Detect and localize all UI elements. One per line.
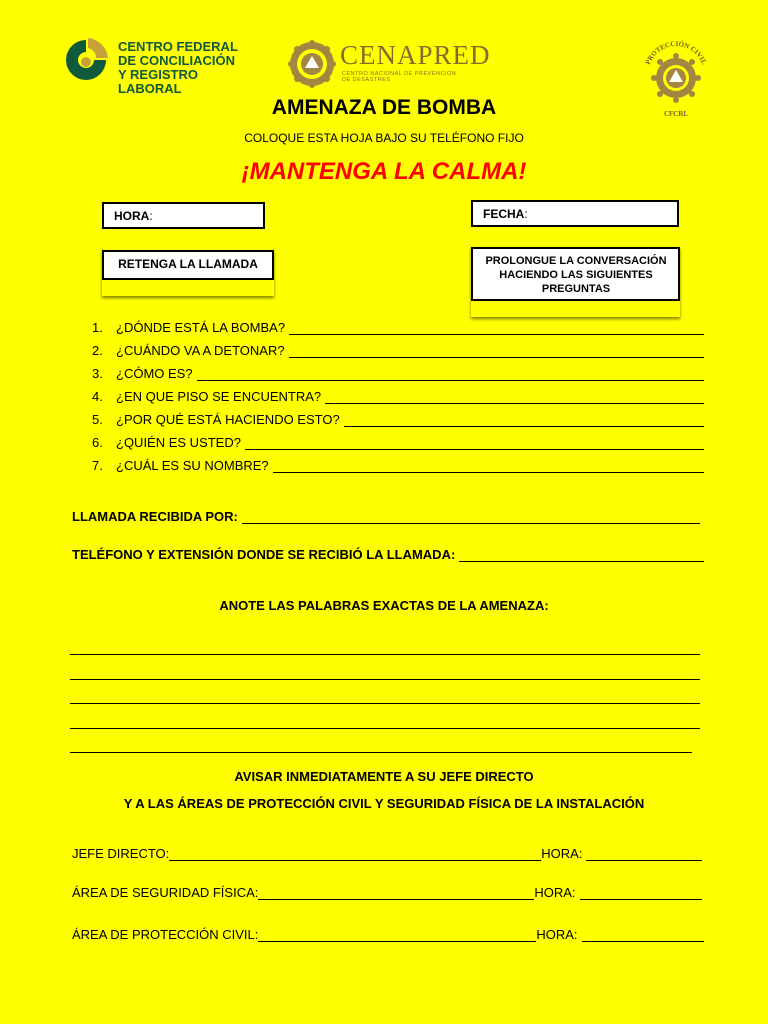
contact-row	[72, 927, 704, 942]
question-number: 2.	[92, 343, 103, 358]
phone-ext-field	[72, 547, 704, 562]
retenga-label: RETENGA LA LLAMADA	[118, 257, 258, 271]
calm-heading: ¡MANTENGA LA CALMA!	[241, 158, 527, 185]
question-item	[92, 404, 704, 427]
hora-box[interactable]: HORA:	[102, 202, 265, 229]
cenapred-logo	[288, 40, 498, 88]
retenga-box	[102, 250, 274, 296]
contact-hora-line[interactable]	[582, 929, 704, 942]
contact-hora-line[interactable]	[586, 848, 702, 861]
seal-bottom-text: CFCRL	[663, 110, 689, 118]
question-text: ¿CÓMO ES?	[116, 366, 193, 381]
contact-hora-label: HORA:	[536, 927, 578, 942]
answer-line[interactable]	[289, 322, 704, 335]
cenapred-sub1: CENTRO NACIONAL DE PREVENCIÓN	[342, 71, 457, 77]
page-title: AMENAZA DE BOMBA	[271, 96, 497, 119]
question-number: 6.	[92, 435, 103, 450]
question-item	[92, 358, 704, 381]
prolongue-box	[471, 247, 680, 317]
contact-hora-line[interactable]	[580, 887, 702, 900]
question-text: ¿CUÁNDO VA A DETONAR?	[116, 343, 285, 358]
answer-line[interactable]	[245, 437, 704, 450]
question-number: 1.	[92, 320, 103, 335]
threat-line[interactable]	[70, 728, 700, 729]
prolongue-label: PROLONGUE LA CONVERSACIÓN HACIENDO LAS SIGUIENTES PREGUNTAS	[485, 255, 667, 295]
cfcrl-logo	[64, 36, 264, 96]
fecha-label: FECHA	[483, 207, 525, 221]
received-by-field	[72, 509, 700, 524]
questions-list	[92, 312, 704, 473]
received-by-line[interactable]	[242, 511, 700, 524]
phone-ext-line[interactable]	[459, 549, 704, 562]
received-by-label: LLAMADA RECIBIDA POR:	[72, 509, 238, 524]
answer-line[interactable]	[325, 391, 704, 404]
question-number: 3.	[92, 366, 103, 381]
contact-label: ÁREA DE PROTECCIÓN CIVIL:	[72, 927, 259, 942]
question-text: ¿DÓNDE ESTÁ LA BOMBA?	[116, 320, 286, 335]
question-item	[92, 427, 704, 450]
cfcrl-name-line1: CENTRO FEDERAL	[118, 39, 238, 54]
contact-hora-label: HORA:	[534, 885, 576, 900]
answer-line[interactable]	[273, 460, 704, 473]
contact-line[interactable]	[169, 848, 541, 861]
contact-row	[72, 885, 702, 900]
notify-heading-1: AVISAR INMEDIATAMENTE A SU JEFE DIRECTO	[234, 769, 534, 784]
cfcrl-emblem-icon	[64, 36, 108, 84]
threat-line[interactable]	[70, 703, 700, 704]
question-item	[92, 335, 704, 358]
answer-line[interactable]	[197, 368, 704, 381]
threat-line[interactable]	[70, 679, 700, 680]
question-number: 7.	[92, 458, 103, 473]
threat-line[interactable]	[70, 752, 692, 753]
cenapred-emblem-icon	[288, 40, 336, 88]
threat-line[interactable]	[70, 654, 700, 655]
question-text: ¿QUIÉN ES USTED?	[116, 435, 241, 450]
fecha-box[interactable]: FECHA:	[471, 200, 679, 227]
answer-line[interactable]	[289, 345, 704, 358]
contact-row	[72, 846, 702, 861]
contact-label: JEFE DIRECTO:	[72, 846, 170, 861]
question-number: 5.	[92, 412, 103, 427]
question-text: ¿CUÁL ES SU NOMBRE?	[116, 458, 269, 473]
cenapred-name: CENAPRED	[340, 40, 491, 70]
question-text: ¿EN QUE PISO SE ENCUENTRA?	[116, 389, 322, 404]
hora-label: HORA	[114, 209, 150, 223]
page-subtitle: COLOQUE ESTA HOJA BAJO SU TELÉFONO FIJO	[244, 131, 524, 145]
cenapred-sub2: DE DESASTRES	[342, 77, 391, 83]
notify-heading-2: Y A LAS ÁREAS DE PROTECCIÓN CIVIL Y SEGURIDAD FÍSICA DE LA INSTALACIÓN	[123, 796, 645, 811]
question-item	[92, 450, 704, 473]
cfcrl-name-line2: DE CONCILIACIÓN	[118, 53, 235, 68]
contact-label: ÁREA DE SEGURIDAD FÍSICA:	[72, 885, 259, 900]
question-item	[92, 312, 704, 335]
answer-line[interactable]	[344, 414, 704, 427]
contact-line[interactable]	[258, 887, 534, 900]
contact-hora-label: HORA:	[541, 846, 583, 861]
contact-line[interactable]	[258, 929, 536, 942]
question-text: ¿POR QUÉ ESTÁ HACIENDO ESTO?	[116, 412, 340, 427]
exact-words-heading: ANOTE LAS PALABRAS EXACTAS DE LA AMENAZA:	[219, 598, 549, 613]
question-item	[92, 381, 704, 404]
phone-ext-label: TELÉFONO Y EXTENSIÓN DONDE SE RECIBIÓ LA LLAMADA:	[72, 547, 456, 562]
cfcrl-name-line3: Y REGISTRO LABORAL	[118, 67, 198, 96]
question-number: 4.	[92, 389, 103, 404]
seal-top-text: PROTECCIÓN CIVIL	[643, 39, 709, 66]
